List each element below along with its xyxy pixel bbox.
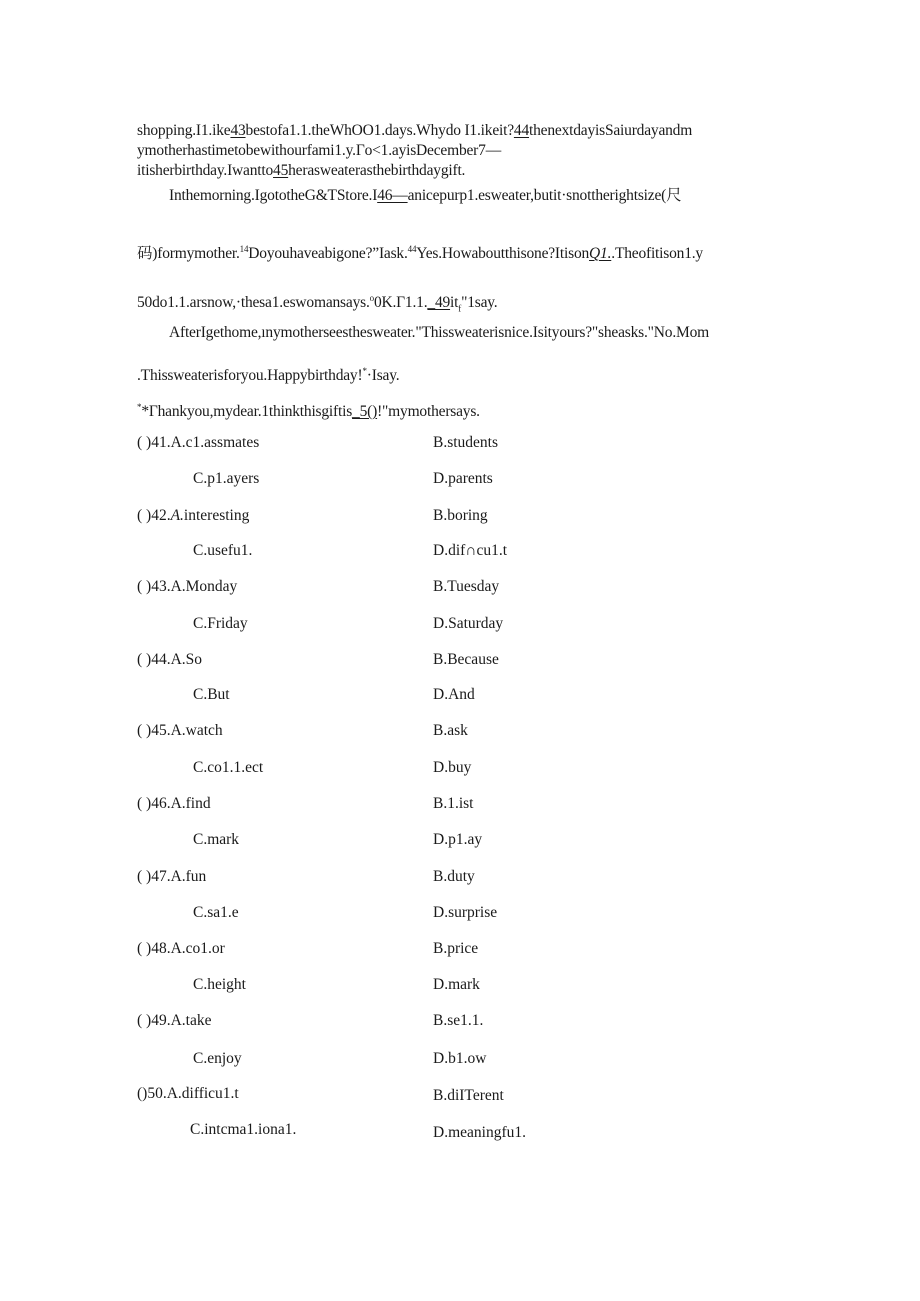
subscript-mark: f xyxy=(458,303,462,314)
option-d: D.meaningfu1. xyxy=(433,1124,526,1141)
option-a: ( )46.A.find xyxy=(137,795,211,812)
passage-line-4 xyxy=(169,186,681,206)
option-b: B.duty xyxy=(433,868,475,885)
option-b: B.1.ist xyxy=(433,795,474,812)
option-a: ()50.A.difficu1.t xyxy=(137,1085,239,1102)
passage-text: bestofa1.1.theWhOO1.days.Whydo I1.ikeit? xyxy=(245,122,514,139)
passage-line-3 xyxy=(137,161,465,181)
passage-text: anicepurp1.esweater,butit·snottherightsize(尺 xyxy=(407,187,682,204)
blank-44: 44 xyxy=(513,122,529,139)
option-c: C.mark xyxy=(193,831,240,848)
passage-text: thenextdayisSaiurdayandm xyxy=(529,122,693,139)
option-b: B.diITerent xyxy=(433,1087,504,1104)
option-b: B.price xyxy=(433,940,479,957)
passage-text: shopping.I1.ike xyxy=(137,122,231,139)
option-a: ( )47.A.fun xyxy=(137,868,207,885)
option-a: ( )45.A.watch xyxy=(137,722,223,739)
passage-text: "1say. xyxy=(461,294,498,312)
option-d: D.mark xyxy=(433,976,480,993)
option-d: D.surprise xyxy=(433,904,498,921)
passage-line-5 xyxy=(137,239,703,264)
blank-45: 45 xyxy=(273,162,289,179)
passage-line-2 xyxy=(137,141,501,161)
question-number: ( )42. xyxy=(137,507,171,524)
passage-text: it xyxy=(450,294,459,312)
passage-line-6 xyxy=(137,288,498,318)
option-letter: A. xyxy=(170,507,184,524)
passage-text: .Thissweaterisforyou.Happybirthday! xyxy=(137,367,363,385)
passage-line-7 xyxy=(169,323,709,343)
passage-text: !"mymothersays. xyxy=(377,403,480,421)
option-b: B.students xyxy=(433,434,499,451)
superscript-mark: 14 xyxy=(239,244,249,254)
option-c: C.intcma1.iona1. xyxy=(190,1121,297,1138)
option-a: ( )48.A.co1.or xyxy=(137,940,225,957)
option-a: ( )43.A.Monday xyxy=(137,578,238,595)
option-c: C.height xyxy=(193,976,246,993)
option-c: C.enjoy xyxy=(193,1050,242,1067)
option-a: ( )41.A.c1.assmates xyxy=(137,434,260,451)
passage-text: itisherbirthday.Iwantto xyxy=(137,162,274,179)
blank-49: _49 xyxy=(427,294,451,312)
option-d: D.Saturday xyxy=(433,615,504,632)
passage-text: 50do1.1.arsnow,·thesa1.eswomansays. xyxy=(137,294,370,312)
superscript-mark: * xyxy=(137,402,142,412)
option-c: C.But xyxy=(193,686,230,703)
passage-text: Doyouhaveabigone?”Iask. xyxy=(248,245,408,263)
option-d: D.And xyxy=(433,686,475,703)
option-c: C.Friday xyxy=(193,615,248,632)
passage-line-8 xyxy=(137,361,399,386)
passage-text: Inthemorning.IgototheG&TStore.I xyxy=(169,187,378,204)
option-c: C.p1.ayers xyxy=(193,470,260,487)
option-b: B.ask xyxy=(433,722,468,739)
option-d: D.parents xyxy=(433,470,493,487)
option-d: D.p1.ay xyxy=(433,831,483,848)
option-d: D.buy xyxy=(433,759,472,776)
passage-text: 0K.Γ1.1. xyxy=(373,294,428,312)
option-c: C.co1.1.ect xyxy=(193,759,264,776)
option-d: D.dif∩cu1.t xyxy=(433,542,508,559)
option-d: D.b1.ow xyxy=(433,1050,487,1067)
option-c: C.sa1.e xyxy=(193,904,239,921)
superscript-mark: 44 xyxy=(407,244,417,254)
passage-text: ymotherhastimetobewithourfami1.y.Γo<1.ayisDecember7— xyxy=(137,142,501,159)
passage-text: AfterIgethome,ınymotherseesthesweater."Thissweaterisnice.Isityours?"sheasks."No.Mom xyxy=(169,324,710,341)
option-a: ( )44.A.So xyxy=(137,651,203,668)
option-b: B.se1.1. xyxy=(433,1012,484,1029)
passage-text: 码)formymother. xyxy=(137,245,240,263)
passage-text: ·Isay. xyxy=(366,367,400,385)
passage-text: Yes.Howaboutthisone?Itison xyxy=(416,245,590,263)
blank-47: Q1. xyxy=(589,245,612,263)
blank-46: 46— xyxy=(377,187,408,204)
option-b: B.Tuesday xyxy=(433,578,500,595)
passage-line-9 xyxy=(137,397,480,422)
option-c: C.usefu1. xyxy=(193,542,253,559)
superscript-mark: * xyxy=(362,366,367,376)
blank-50: _5() xyxy=(352,403,378,421)
blank-43: 43 xyxy=(230,122,246,139)
superscript-mark: o xyxy=(369,293,374,303)
option-a xyxy=(137,506,249,526)
option-b: B.Because xyxy=(433,651,499,668)
option-a: ( )49.A.take xyxy=(137,1012,212,1029)
passage-text: *Γhankyou,mydear.1thinkthisgiftis xyxy=(141,403,353,421)
passage-line-1 xyxy=(137,121,692,141)
passage-text: .Theofitison1.y xyxy=(611,245,703,263)
option-text: interesting xyxy=(183,507,250,524)
option-b: B.boring xyxy=(433,507,488,524)
passage-text: herasweaterasthebirthdaygift. xyxy=(288,162,466,179)
